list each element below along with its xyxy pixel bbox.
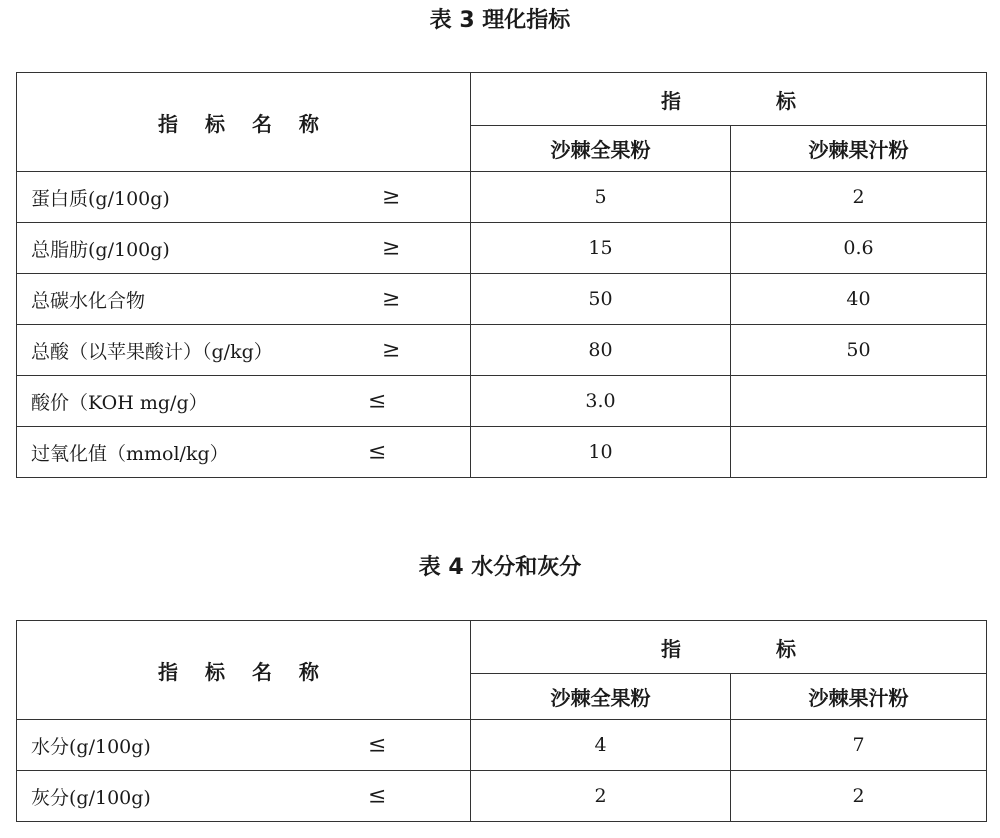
table-row [17, 172, 987, 223]
table4-name-column-header: 指 标 名 称 [17, 621, 471, 720]
table3-subheader-juice-powder: 沙棘果汁粉 [731, 126, 987, 172]
value-cell: 4 [471, 720, 731, 771]
table4-header-row [17, 621, 987, 674]
value-cell [731, 427, 987, 478]
table-row [17, 771, 987, 822]
table4-title: 表 4 水分和灰分 [418, 555, 582, 580]
row-name-cell [17, 376, 471, 427]
value-cell: 80 [471, 325, 731, 376]
value-cell: 2 [731, 771, 987, 822]
row-name-cell [17, 427, 471, 478]
comparison-symbol: ≤ [368, 783, 387, 809]
value-cell: 50 [731, 325, 987, 376]
table4-subheader-juice-powder: 沙棘果汁粉 [731, 674, 987, 720]
row-name-cell [17, 771, 471, 822]
comparison-symbol: ≥ [382, 337, 401, 363]
table-row [17, 325, 987, 376]
row-label: 总脂肪(g/100g) [31, 238, 170, 261]
comparison-symbol: ≤ [368, 388, 387, 414]
row-name-cell [17, 223, 471, 274]
value-cell: 15 [471, 223, 731, 274]
comparison-symbol: ≥ [382, 235, 401, 261]
row-name-cell [17, 172, 471, 223]
table-row [17, 274, 987, 325]
table3-subheader-whole-fruit-powder: 沙棘全果粉 [471, 126, 731, 172]
table3-title: 表 3 理化指标 [429, 8, 571, 33]
value-cell: 7 [731, 720, 987, 771]
table3-name-column-header: 指 标 名 称 [17, 73, 471, 172]
comparison-symbol: ≤ [368, 439, 387, 465]
value-cell: 2 [471, 771, 731, 822]
table-row [17, 223, 987, 274]
row-name-cell [17, 325, 471, 376]
table-row [17, 720, 987, 771]
row-label: 灰分(g/100g) [31, 786, 151, 809]
value-cell: 5 [471, 172, 731, 223]
table3-index-column-header: 指 标 [471, 73, 987, 126]
table4 [16, 620, 987, 822]
value-cell: 40 [731, 274, 987, 325]
value-cell: 2 [731, 172, 987, 223]
table-row [17, 427, 987, 478]
table-row [17, 376, 987, 427]
row-name-cell [17, 274, 471, 325]
row-label: 总酸（以苹果酸计）（g/kg） [31, 340, 273, 363]
row-label: 过氧化值（mmol/kg） [31, 442, 229, 465]
table4-subheader-whole-fruit-powder: 沙棘全果粉 [471, 674, 731, 720]
value-cell: 0.6 [731, 223, 987, 274]
row-label: 水分(g/100g) [31, 735, 151, 758]
table4-index-column-header: 指 标 [471, 621, 987, 674]
row-name-cell [17, 720, 471, 771]
row-label: 蛋白质(g/100g) [31, 187, 170, 210]
value-cell: 10 [471, 427, 731, 478]
value-cell: 50 [471, 274, 731, 325]
row-label: 总碳水化合物 [31, 289, 146, 312]
row-label: 酸价（KOH mg/g） [31, 391, 208, 414]
table3-header-row [17, 73, 987, 126]
value-cell [731, 376, 987, 427]
value-cell: 3.0 [471, 376, 731, 427]
comparison-symbol: ≤ [368, 732, 387, 758]
comparison-symbol: ≥ [382, 286, 401, 312]
table3 [16, 72, 987, 478]
comparison-symbol: ≥ [382, 184, 401, 210]
